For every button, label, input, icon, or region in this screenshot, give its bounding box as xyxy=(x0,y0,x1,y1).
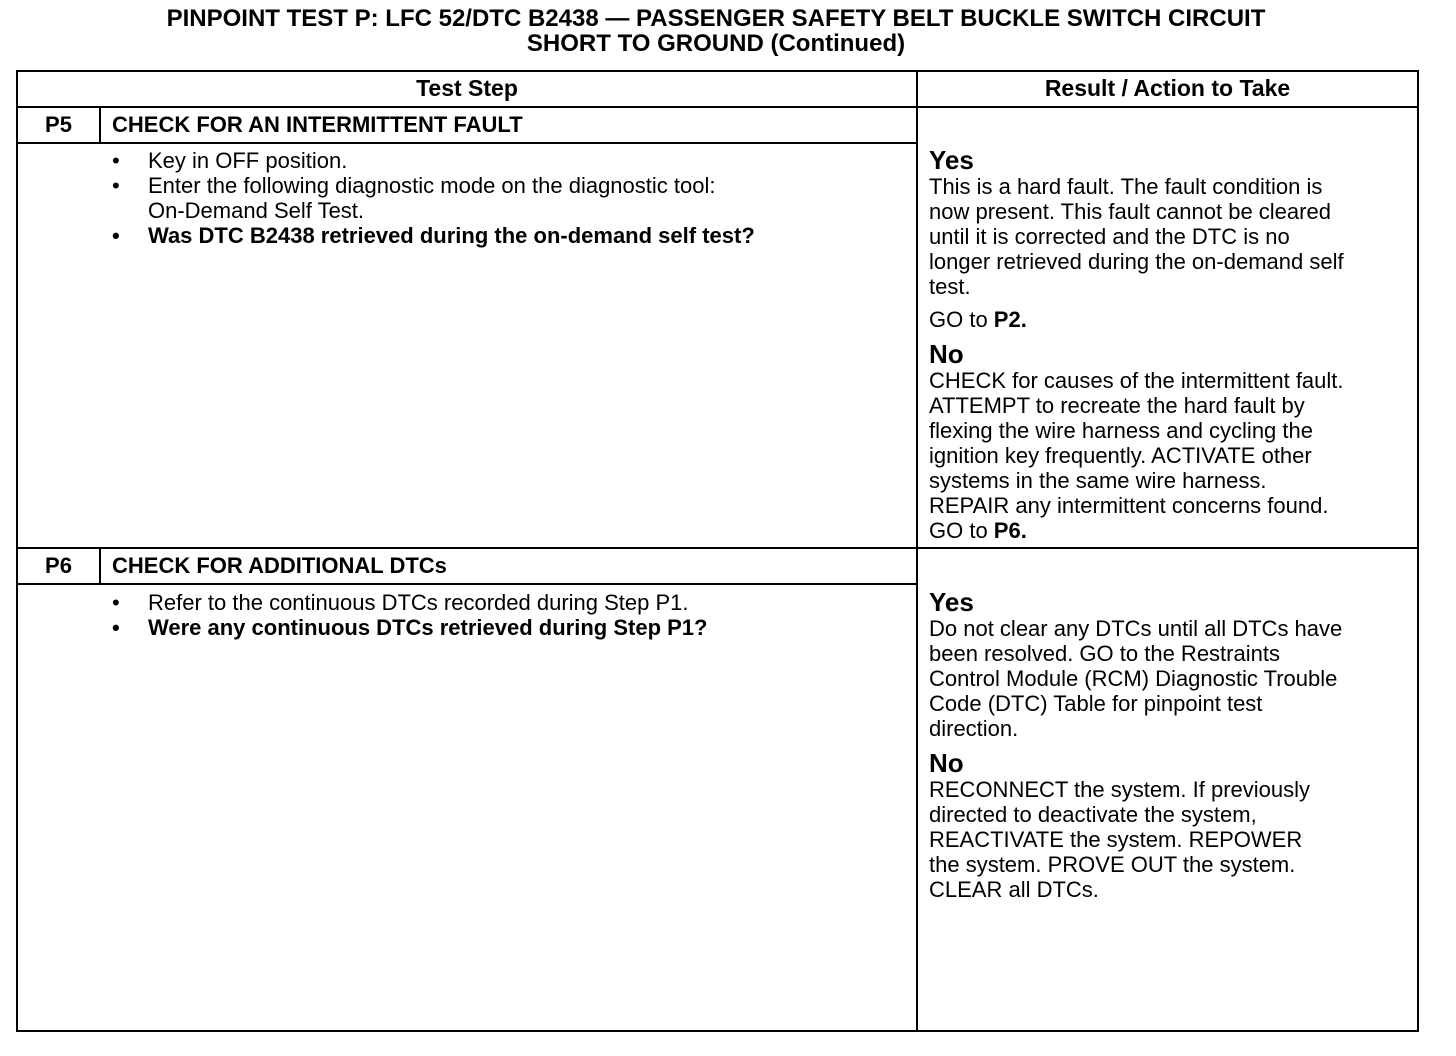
title-line-1: PINPOINT TEST P: LFC 52/DTC B2438 — PASSENGER SAFETY BELT BUCKLE SWITCH CIRCUIT xyxy=(166,5,1266,32)
step-title-p6: CHECK FOR ADDITIONAL DTCs xyxy=(112,553,447,578)
p6-title-divider xyxy=(16,583,918,585)
step-title-p5: CHECK FOR AN INTERMITTENT FAULT xyxy=(112,112,523,137)
table-border-right xyxy=(1417,70,1419,1032)
list-item: • Were any continuous DTCs retrieved during Step P1? xyxy=(112,615,708,640)
header-test-step: Test Step xyxy=(416,75,518,101)
p5-yes-label: Yes xyxy=(929,145,974,175)
p6-no-label: No xyxy=(929,748,964,778)
column-divider xyxy=(916,70,918,1032)
p5-id-divider xyxy=(99,106,101,144)
list-item: • Enter the following diagnostic mode on the diagnostic tool: On-Demand Self Test. xyxy=(112,173,716,223)
title-line-2: SHORT TO GROUND (Continued) xyxy=(526,30,906,57)
list-item: • Key in OFF position. xyxy=(112,148,348,173)
p5-no-goto: GO to P6. xyxy=(929,518,1027,543)
header-result: Result / Action to Take xyxy=(1044,75,1291,101)
p6-id-divider xyxy=(99,547,101,585)
p6-yes-label: Yes xyxy=(929,587,974,617)
table-border-top xyxy=(16,70,1419,72)
header-divider xyxy=(16,106,1419,108)
p6-result: Yes Do not clear any DTCs until all DTCs have been resolved. GO to the Restraints Control Module (RCM) Diagnostic Trouble Code (DTC) Table for pinpoint test direction. No RECONNECT the system. If previously directed to deactivate the system, REACTIVATE the system. REPOWER the system. PROVE OUT the system. CLEAR all DTCs. xyxy=(929,588,1415,902)
page-title xyxy=(0,6,1432,56)
step-divider xyxy=(16,547,1419,549)
p5-bullet-list xyxy=(112,148,755,248)
p5-no-label: No xyxy=(929,339,964,369)
step-id-p5: P5 xyxy=(45,112,72,137)
p5-title-divider xyxy=(16,142,918,144)
p5-yes-goto: GO to P2. xyxy=(929,307,1027,332)
list-item: • Refer to the continuous DTCs recorded during Step P1. xyxy=(112,590,689,615)
bullet-continuation: On-Demand Self Test. xyxy=(148,198,365,223)
table-border-left xyxy=(16,70,18,1032)
p5-result: Yes This is a hard fault. The fault condition is now present. This fault cannot be cleared until it is corrected and the DTC is no longer retrieved during the on-demand self test. GO to P2. No CHECK for causes of the intermittent fault. ATTEMPT to recreate the hard fault by flexing the wire harness and cycling the ignition key frequently. ACTIVATE other systems in the same wire harness. REPAIR any intermittent concerns found. GO to P6. xyxy=(929,146,1415,543)
list-item: • Was DTC B2438 retrieved during the on-demand self test? xyxy=(112,223,755,248)
p6-bullet-list xyxy=(112,590,707,640)
table-border-bottom xyxy=(16,1030,1419,1032)
step-id-p6: P6 xyxy=(45,553,72,578)
